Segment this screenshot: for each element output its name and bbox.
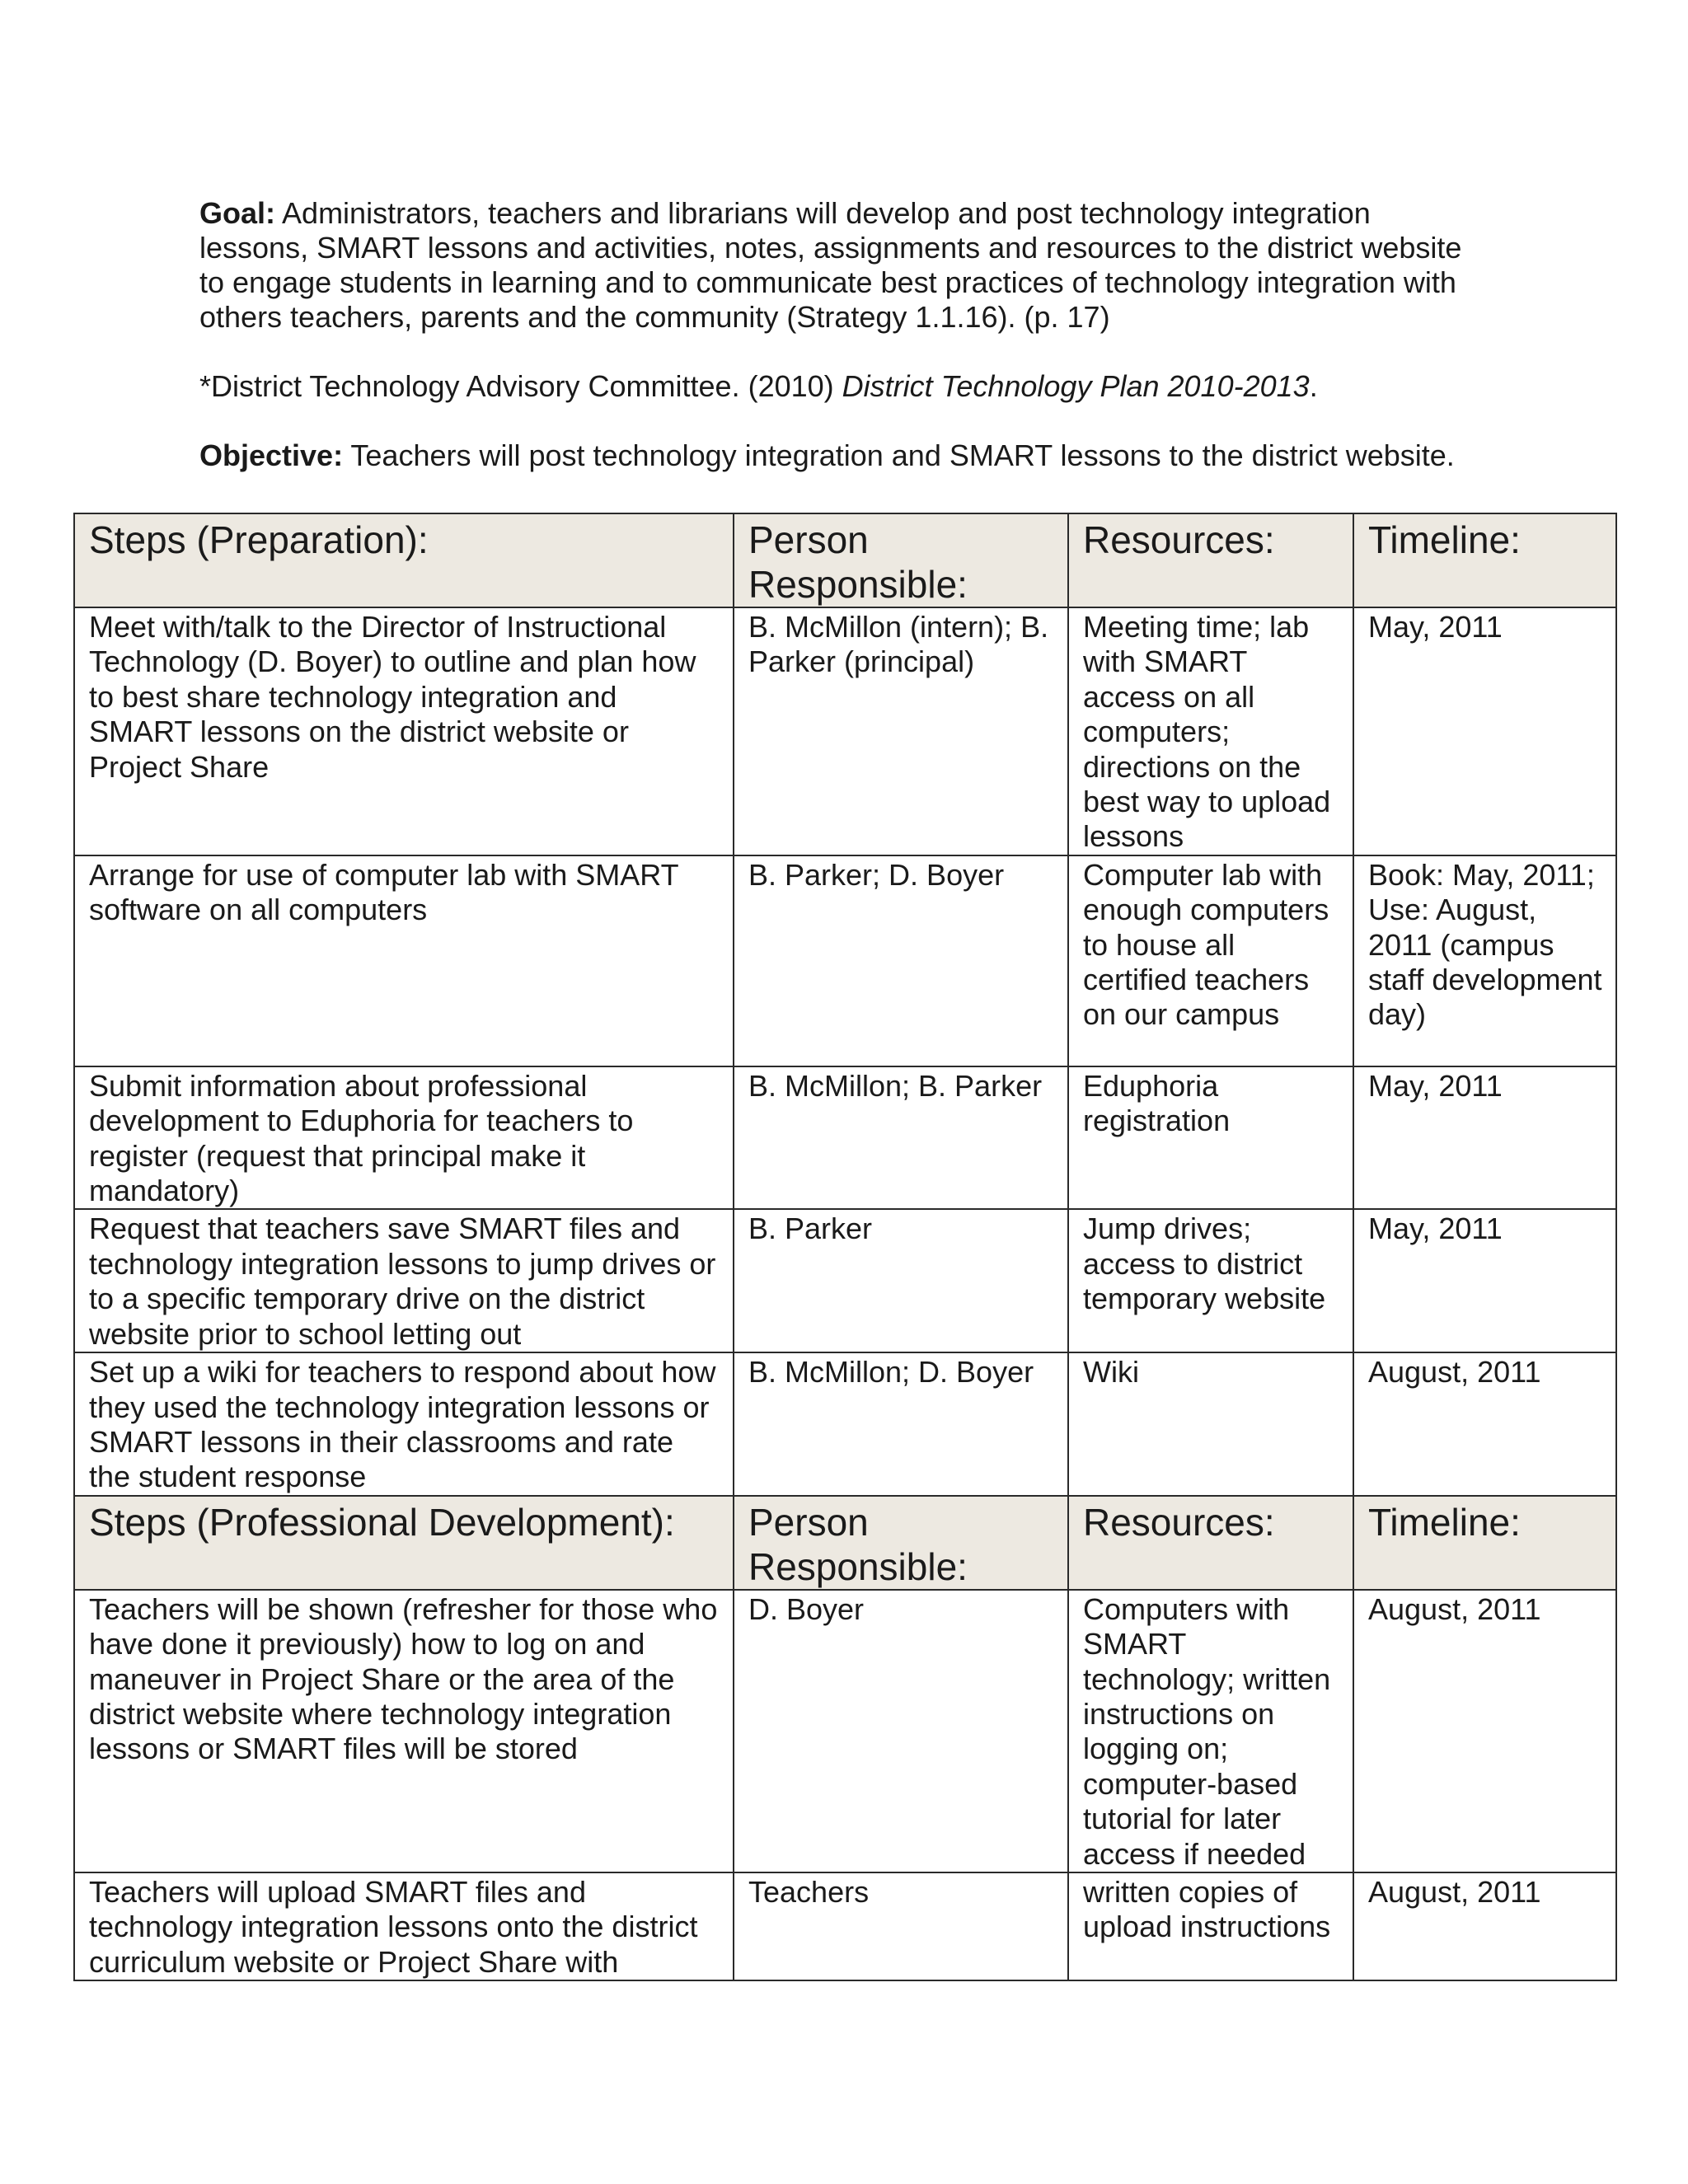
cell-timeline: May, 2011 [1353,1209,1616,1352]
citation-prefix: *District Technology Advisory Committee. (2010) [199,369,842,403]
table-row [74,1872,1616,1980]
header-person: Person Responsible: [734,513,1068,607]
header-resources: Resources: [1068,1496,1353,1590]
cell-timeline: May, 2011 [1353,1066,1616,1210]
cell-timeline: Book: May, 2011; Use: August, 2011 (campus staff development day) [1353,855,1616,1066]
cell-person: B. McMillon; B. Parker [734,1066,1068,1210]
objective-label: Objective: [199,438,344,472]
header-timeline: Timeline: [1353,1496,1616,1590]
objective-text: Teachers will post technology integration and SMART lessons to the district website. [343,438,1455,472]
table-row [74,1209,1616,1352]
cell-person: B. Parker [734,1209,1068,1352]
citation-suffix: . [1309,369,1318,403]
header-resources: Resources: [1068,513,1353,607]
cell-step: Teachers will be shown (refresher for those who have done it previously) how to log on and maneuver in Project Share or the area of the district website where technology integration lessons or SMART files will be stored [74,1590,734,1872]
table-header-row [74,1496,1616,1590]
table-row [74,1590,1616,1872]
cell-resources: written copies of upload instructions [1068,1872,1353,1980]
cell-step: Arrange for use of computer lab with SMART software on all computers [74,855,734,1066]
table-row [74,607,1616,855]
cell-person: Teachers [734,1872,1068,1980]
table-row [74,855,1616,1066]
cell-step: Submit information about professional development to Eduphoria for teachers to register (request that principal make it mandatory) [74,1066,734,1210]
table-row [74,1066,1616,1210]
cell-resources: Computer lab with enough computers to house all certified teachers on our campus [1068,855,1353,1066]
cell-person: D. Boyer [734,1590,1068,1872]
header-timeline: Timeline: [1353,513,1616,607]
goal-text: Administrators, teachers and librarians will develop and post technology integration lessons, SMART lessons and activities, notes, assignments and resources to the district website to engage students in learning and to communicate best practices of technology integration with others teachers, parents and the community (Strategy 1.1.16). (p. 17) [199,196,1462,334]
cell-resources: Wiki [1068,1352,1353,1496]
table-row [74,1352,1616,1496]
cell-step: Request that teachers save SMART files and technology integration lessons to jump drives or to a specific temporary drive on the district website prior to school letting out [74,1209,734,1352]
cell-person: B. McMillon; D. Boyer [734,1352,1068,1496]
intro-section [199,196,1485,508]
citation-title: District Technology Plan 2010-2013 [842,369,1310,403]
cell-person: B. Parker; D. Boyer [734,855,1068,1066]
citation-paragraph [199,369,1485,404]
goal-label: Goal: [199,196,276,230]
cell-timeline: August, 2011 [1353,1352,1616,1496]
cell-timeline: August, 2011 [1353,1590,1616,1872]
cell-person: B. McMillon (intern); B. Parker (principal) [734,607,1068,855]
table-header-row [74,513,1616,607]
header-person: Person Responsible: [734,1496,1068,1590]
header-steps: Steps (Preparation): [74,513,734,607]
goal-paragraph [199,196,1485,335]
cell-timeline: May, 2011 [1353,607,1616,855]
objective-paragraph [199,438,1485,473]
cell-resources: Jump drives; access to district temporary website [1068,1209,1353,1352]
action-plan-table [73,513,1617,1981]
header-steps: Steps (Professional Development): [74,1496,734,1590]
cell-step: Teachers will upload SMART files and technology integration lessons onto the district curriculum website or Project Share with [74,1872,734,1980]
cell-resources: Meeting time; lab with SMART access on all computers; directions on the best way to upload lessons [1068,607,1353,855]
cell-timeline: August, 2011 [1353,1872,1616,1980]
cell-resources: Eduphoria registration [1068,1066,1353,1210]
cell-resources: Computers with SMART technology; written instructions on logging on; computer-based tutorial for later access if needed [1068,1590,1353,1872]
cell-step: Meet with/talk to the Director of Instructional Technology (D. Boyer) to outline and plan how to best share technology integration and SMART lessons on the district website or Project Share [74,607,734,855]
cell-step: Set up a wiki for teachers to respond about how they used the technology integration lessons or SMART lessons in their classrooms and rate the student response [74,1352,734,1496]
